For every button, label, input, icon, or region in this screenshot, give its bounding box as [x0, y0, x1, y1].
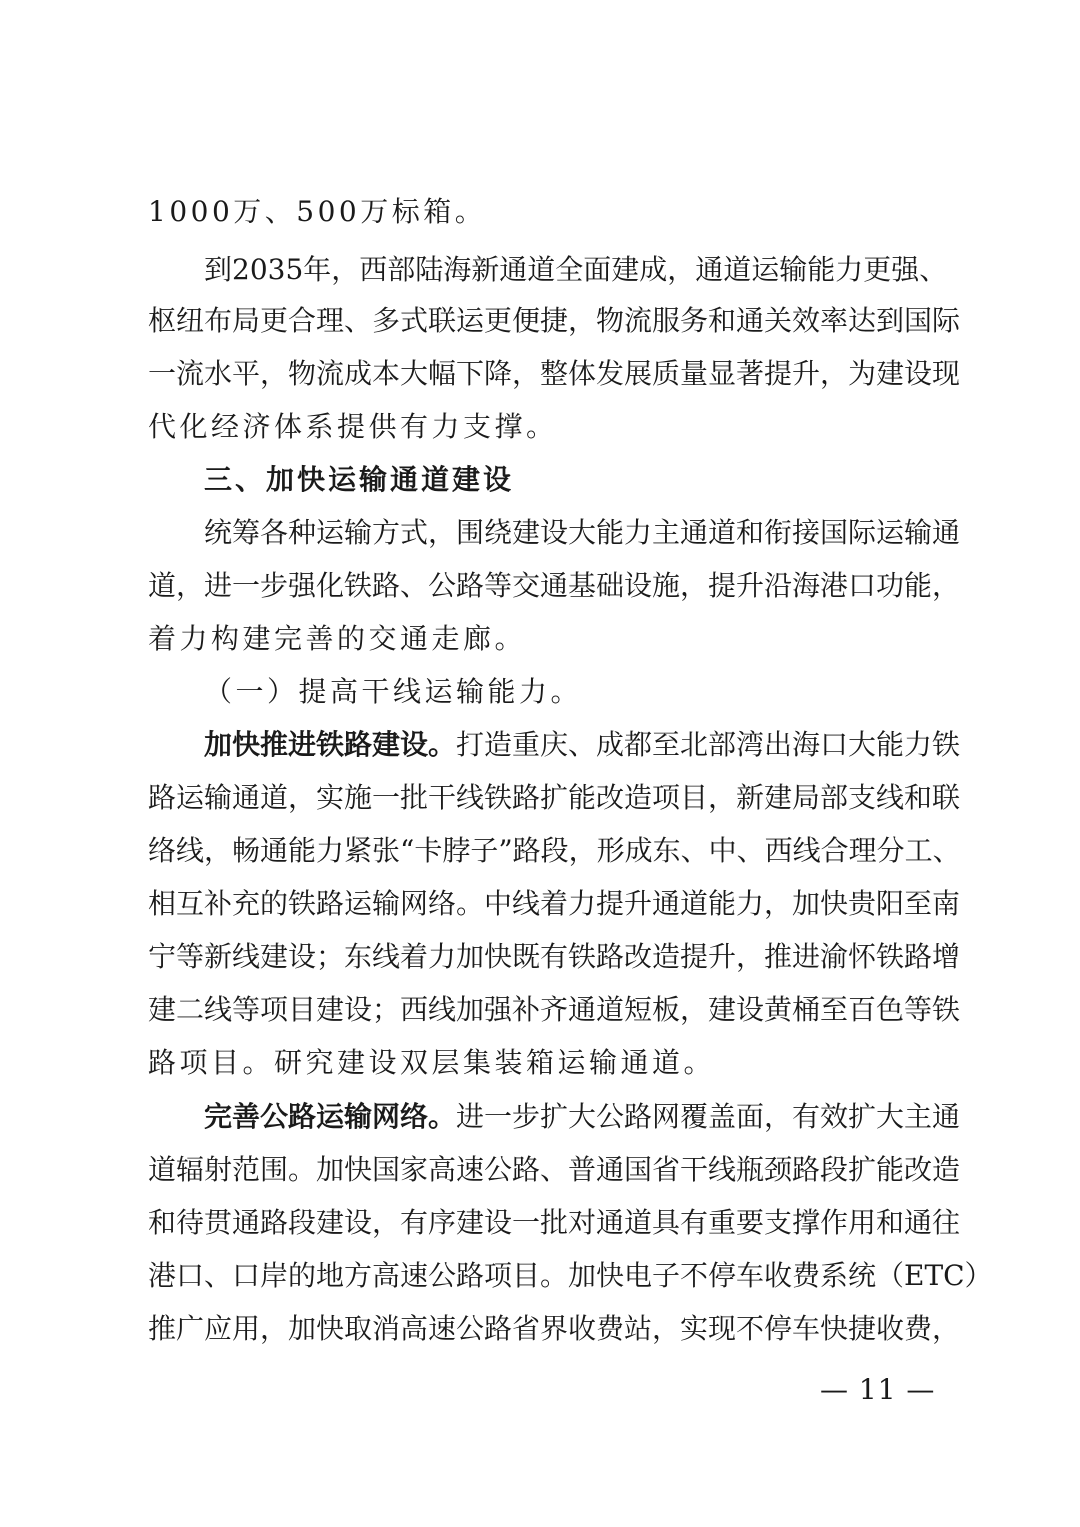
page-number: — 11 —	[820, 1373, 936, 1406]
paragraph-line: 路运输通道，实施一批干线铁路扩能改造项目，新建局部支线和联	[148, 781, 961, 814]
paragraph-line: 推广应用，加快取消高速公路省界收费站，实现不停车快捷收费，	[148, 1312, 961, 1345]
paragraph-line: 着力构建完善的交通走廊。	[148, 622, 527, 655]
paragraph-line: 代化经济体系提供有力支撑。	[148, 410, 558, 443]
paragraph-line: 和待贯通路段建设，有序建设一批对通道具有重要支撑作用和通往	[148, 1206, 961, 1239]
paragraph-line: 到2035年，西部陆海新通道全面建成，通道运输能力更强、	[204, 253, 948, 286]
paragraph-text: 进一步扩大公路网覆盖面，有效扩大主通	[456, 1100, 961, 1133]
paragraph-line: 1000万、500万标箱。	[148, 195, 487, 228]
paragraph-line: 一流水平，物流成本大幅下降，整体发展质量显著提升，为建设现	[148, 357, 961, 390]
section-heading: 三、加快运输通道建设	[204, 463, 515, 496]
paragraph-line-with-lead	[204, 1100, 961, 1134]
paragraph-line: 建二线等项目建设；西线加强补齐通道短板，建设黄桶至百色等铁	[148, 993, 961, 1026]
lead-phrase-highway: 完善公路运输网络。	[204, 1100, 457, 1133]
paragraph-line: 相互补充的铁路运输网络。中线着力提升通道能力，加快贵阳至南	[148, 887, 961, 920]
paragraph-line: 宁等新线建设；东线着力加快既有铁路改造提升，推进渝怀铁路增	[148, 940, 961, 973]
paragraph-line: 络线，畅通能力紧张“卡脖子”路段，形成东、中、西线合理分工、	[148, 834, 961, 867]
subsection-heading: （一）提高干线运输能力。	[204, 675, 583, 708]
paragraph-line: 道，进一步强化铁路、公路等交通基础设施，提升沿海港口功能，	[148, 569, 961, 602]
paragraph-line: 枢纽布局更合理、多式联运更便捷，物流服务和通关效率达到国际	[148, 304, 961, 337]
paragraph-line: 港口、口岸的地方高速公路项目。加快电子不停车收费系统（ETC）	[148, 1259, 993, 1292]
paragraph-line: 道辐射范围。加快国家高速公路、普通国省干线瓶颈路段扩能改造	[148, 1153, 961, 1186]
paragraph-text: 打造重庆、成都至北部湾出海口大能力铁	[456, 728, 961, 761]
paragraph-line: 路项目。研究建设双层集装箱运输通道。	[148, 1046, 716, 1079]
paragraph-line-with-lead	[204, 728, 961, 762]
lead-phrase-railway: 加快推进铁路建设。	[204, 728, 457, 761]
paragraph-line: 统筹各种运输方式，围绕建设大能力主通道和衔接国际运输通	[204, 516, 961, 549]
